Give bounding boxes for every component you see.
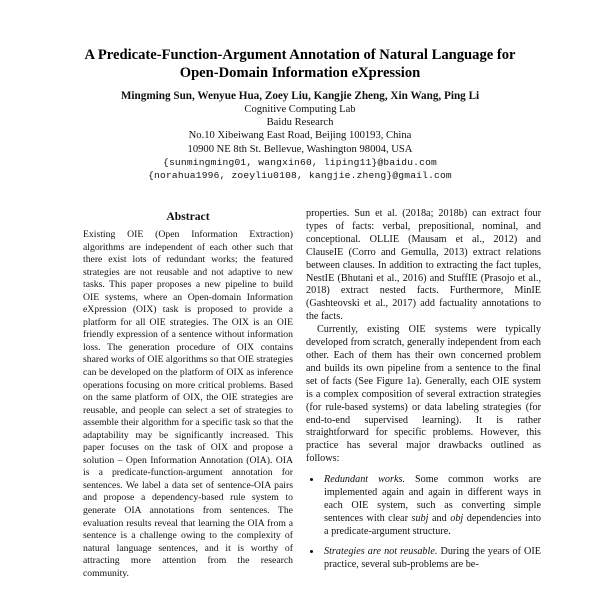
- affiliation-lab: Cognitive Computing Lab: [244, 104, 356, 115]
- list-item-strategies-not-reusable: [322, 546, 541, 572]
- affiliation-address-usa: 10900 NE 8th St. Bellevue, Washington 98004, USA: [187, 143, 413, 155]
- email-line-gmail: {norahua1996, zoeyliu0108, kangjie.zheng}@gmail.com: [148, 170, 452, 182]
- bullet-text: dependencies into a predicate-argument structure.: [324, 512, 541, 537]
- abstract-heading: Abstract: [166, 210, 210, 223]
- paper-header: [0, 47, 600, 182]
- authors-line: Mingming Sun, Wenyue Hua, Zoey Liu, Kangjie Zheng, Xin Wang, Ping Li: [120, 90, 480, 102]
- right-column: [306, 208, 541, 600]
- drawbacks-list: [306, 474, 541, 571]
- email-line-baidu: {sunmingming01, wangxin60, liping11}@baidu.com: [162, 156, 438, 168]
- bullet-lead-italic: Redundant works.: [324, 474, 405, 486]
- intro-paragraph-drawbacks: Currently, existing OIE systems were typically developed from scratch, generally independent from each other. Each of them has their own concerned problem and builds its own pipeline from a sentence to the final set of facts (See Figure 1a). Generally, each OIE system is a complex composition of several extraction strategies (for rule-based systems) or data labeling strategies (for end-to-end supervised learning). It is rather straightforward for specific problems. However, this practice has several major drawbacks outlined as follows:: [306, 324, 541, 465]
- term-subj: subj: [411, 512, 429, 524]
- list-item-redundant-works: [322, 474, 541, 539]
- bullet-text: During the years of OIE practice, several sub-problems are be-: [324, 545, 541, 570]
- affiliation-org: Baidu Research: [266, 117, 334, 129]
- abstract-text: Existing OIE (Open Information Extraction) algorithms are independent of each other such that there exist lots of redundant works; the featured strategies are not reusable and not adaptive to new tasks. This paper proposes a new pipeline to build OIE systems, where an Open-domain Information eXpression (OIX) task is proposed to provide a platform for all OIE strategies. The OIX is an OIE friendly expression of a sentence without information loss. The generation procedure of OIX contains shared works of OIE algorithms so that OIE strategies can be developed on the platform of OIX as inference operations focusing on more critical problems. Based on the same platform of OIX, the OIE strategies are reusable, and people can select a set of strategies to assemble their algorithm for a specific task so that the adaptability may be significantly increased. This paper focuses on the task of OIX and propose a solution – Open Information Annotation (OIA). OIA is a predicate-function-argument annotation for sentences. We label a data set of sentence-OIA pairs and propose a dependency-based rule system to generate OIA annotations from sentences. The evaluation results reveal that learning the OIA from a sentence is a challenge owing to the complexity of natural language sentences, and it is worthy of attracting more attention from the research community.: [83, 229, 293, 579]
- bullet-text: and: [428, 512, 451, 524]
- bullet-lead-italic: Strategies are not reusable.: [324, 545, 438, 557]
- paper-title-line-2: Open-Domain Information eXpression: [179, 64, 421, 81]
- affiliation-address-china: No.10 Xibeiwang East Road, Beijing 100193, China: [188, 130, 412, 142]
- term-obj: obj: [450, 512, 464, 524]
- bullet-text: Some common works are implemented again and again in different ways in each OIE system, such as converting simple sentences with clear: [324, 474, 541, 524]
- paper-title-line-1: A Predicate-Function-Argument Annotation of Natural Language for: [84, 47, 516, 63]
- paper-title: [0, 47, 600, 82]
- left-column: [77, 208, 299, 600]
- intro-paragraph-continuation: properties. Sun et al. (2018a; 2018b) can extract four types of facts: verbal, prepositional, nominal, and conceptional. OLLIE (Mausam et al., 2012) and ClauseIE (Corro and Gemulla, 2013) extract relations between clauses. In addition to extracting the fact tuples, NestIE (Bhutani et al., 2016) and StuffIE (Prasojo et al., 2018) extract nested facts. Furthermore, MinIE (Gashteovski et al., 2017) add factuality annotations to the facts.: [306, 208, 541, 323]
